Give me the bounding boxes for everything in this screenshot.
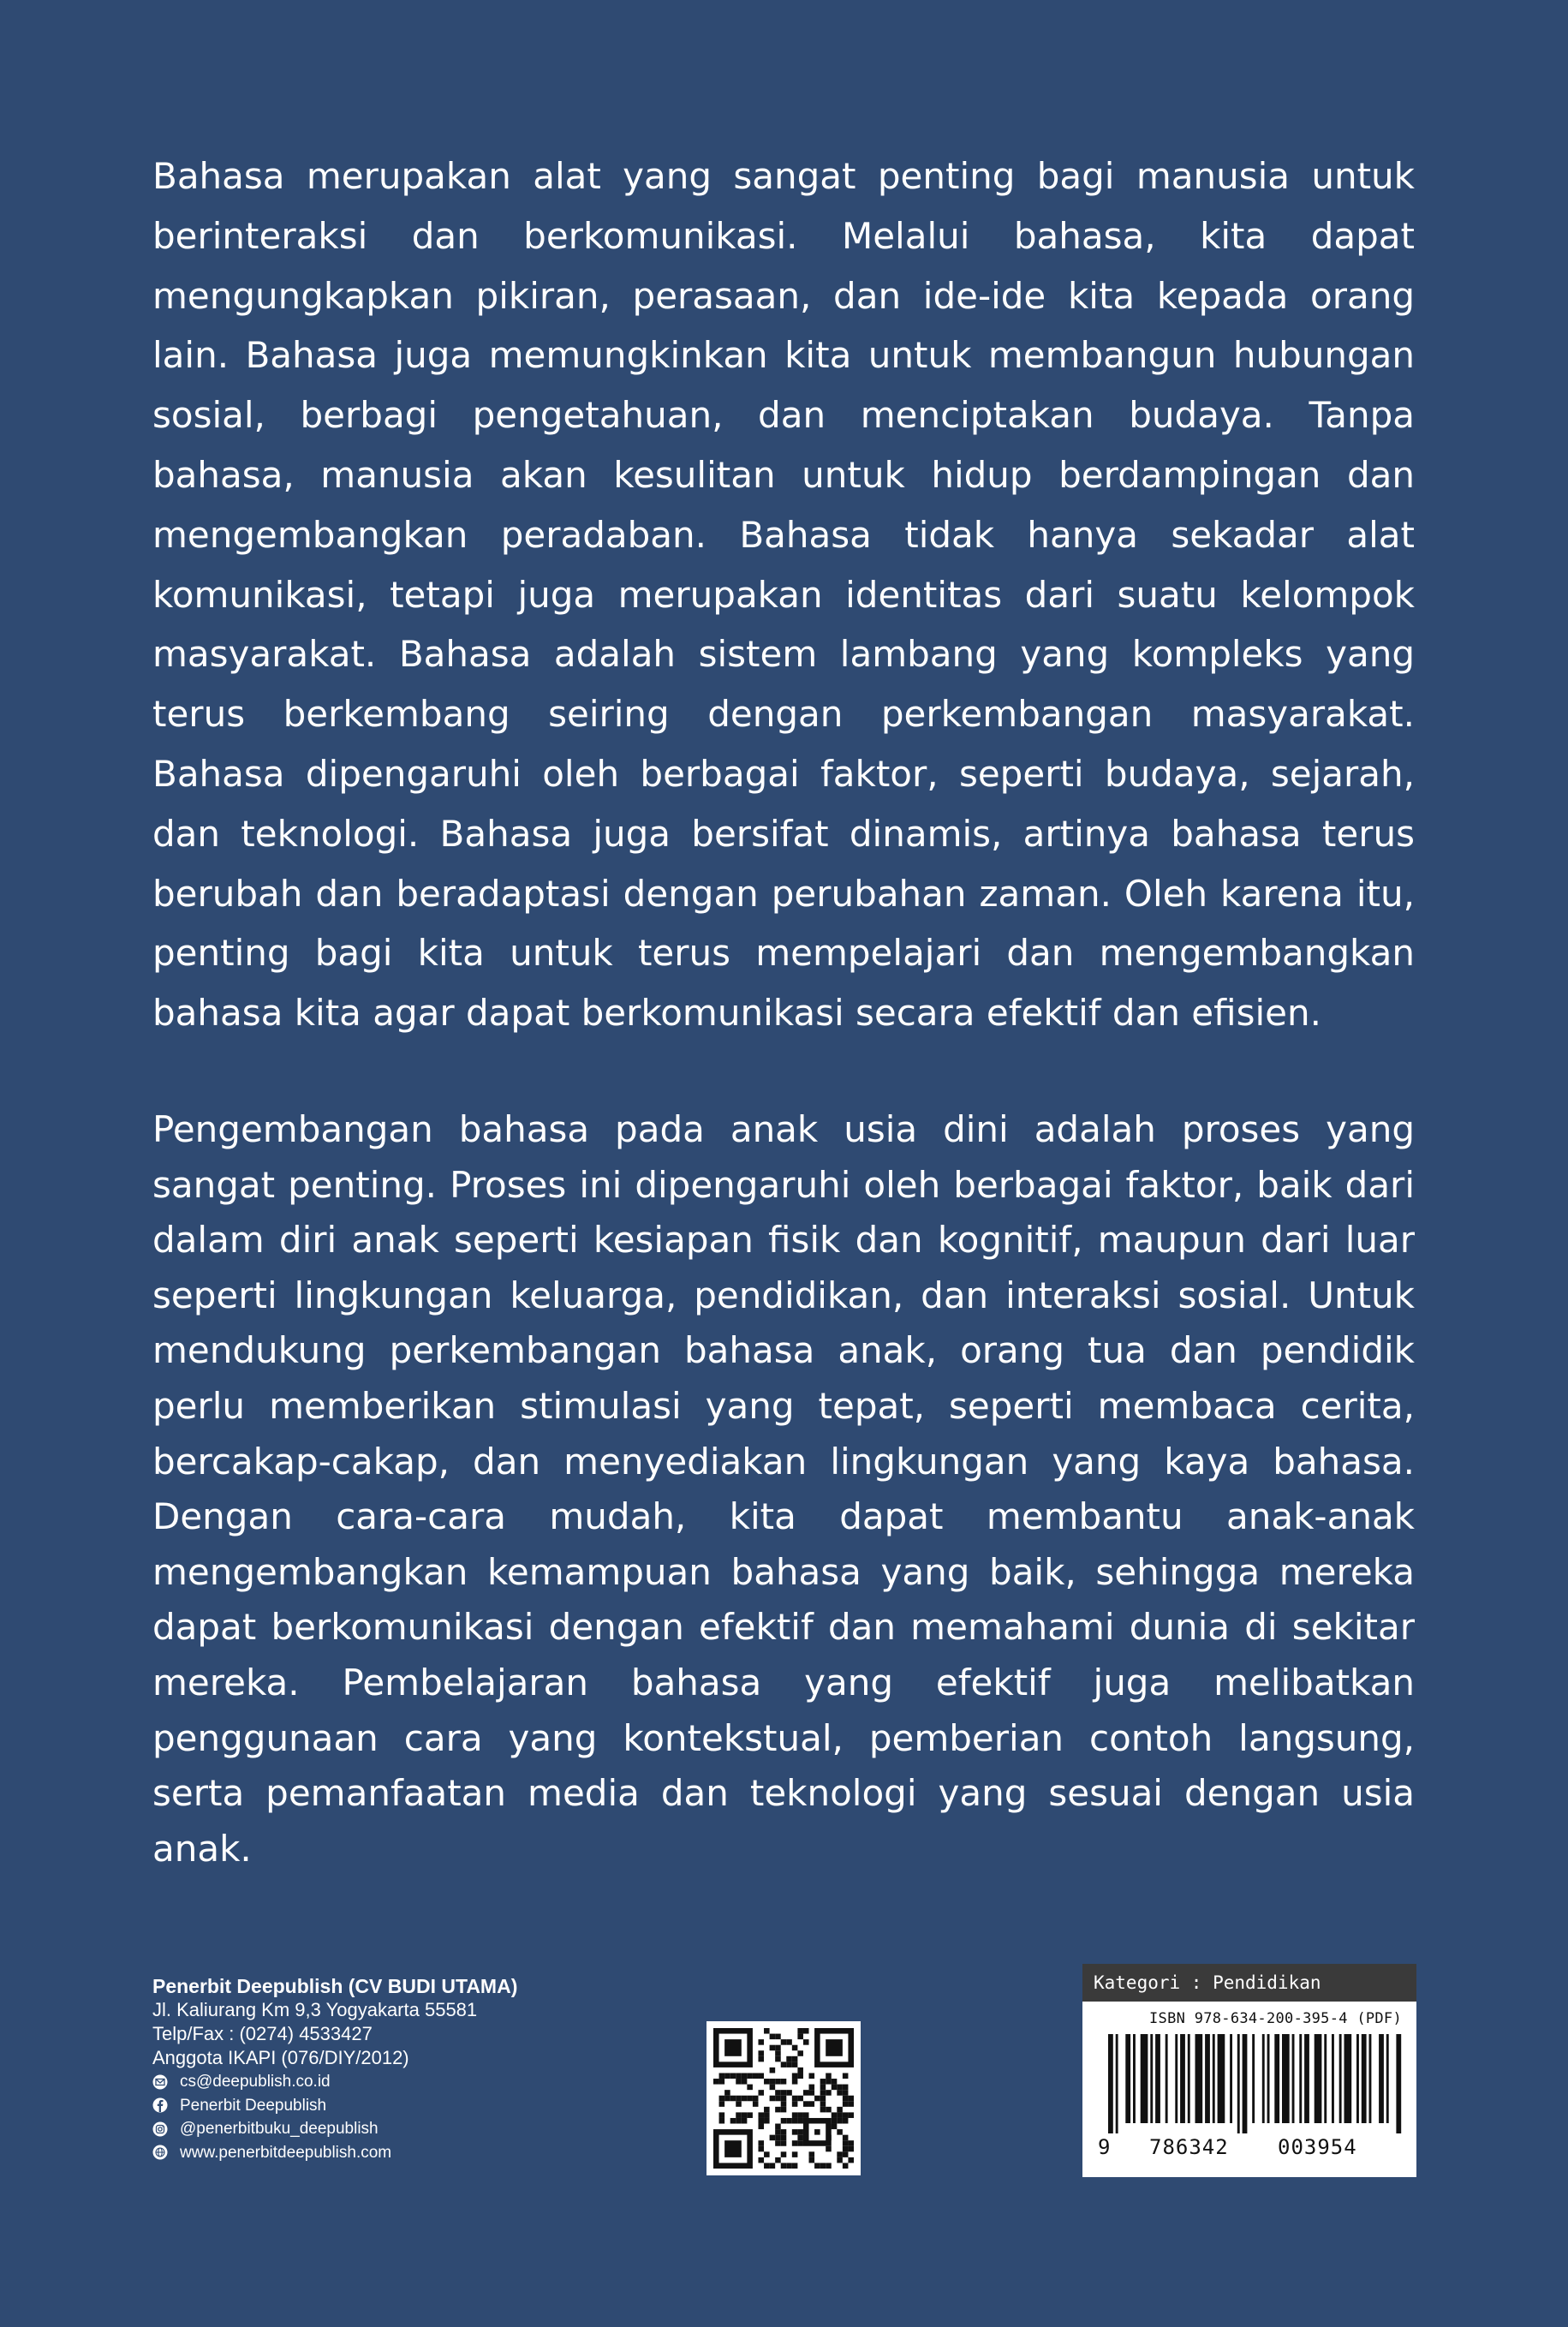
publisher-info: [152, 1974, 632, 2164]
globe-icon: [152, 2145, 168, 2160]
qr-code[interactable]: [706, 2021, 861, 2175]
publisher-name: Penerbit Deepublish (CV BUDI UTAMA): [152, 1975, 518, 1997]
contact-email[interactable]: [152, 2070, 632, 2094]
contact-email-text: cs@deepublish.co.id: [180, 2073, 331, 2091]
contact-website[interactable]: [152, 2141, 632, 2165]
barcode-label: [1082, 1964, 1416, 2177]
publisher-contacts: [152, 2070, 632, 2164]
contact-facebook[interactable]: [152, 2094, 632, 2118]
isbn-text: ISBN 978-634-200-395-4 (PDF): [1149, 2010, 1402, 2027]
contact-website-text: www.penerbitdeepublish.com: [180, 2143, 392, 2162]
email-icon: [152, 2074, 168, 2090]
barcode-digit-first: 9: [1098, 2135, 1111, 2159]
facebook-icon: [152, 2097, 168, 2113]
barcode-digits-group-1: 786342: [1149, 2135, 1229, 2159]
isbn-barcode: [1082, 2034, 1416, 2137]
publisher-phone: Telp/Fax : (0274) 4533427: [152, 2023, 373, 2044]
contact-facebook-text: Penerbit Deepublish: [180, 2096, 327, 2115]
qr-code-graphic: [713, 2028, 854, 2169]
category-label: Kategori : Pendidikan: [1082, 1964, 1416, 2002]
blurb-paragraph-1: Bahasa merupakan alat yang sangat penting bagi manusia untuk berinteraksi dan berkomunikasi. Melalui bahasa, kita dapat mengungkapkan pikiran, perasaan, dan ide-ide kita kepada orang lain. Bahasa juga memungkinkan kita untuk membangun hubungan sosial, berbagi pengetahuan, dan menciptakan budaya. Tanpa bahasa, manusia akan kesulitan untuk hidup berdampingan dan mengembangkan peradaban. Bahasa tidak hanya sekadar alat komunikasi, tetapi juga merupakan identitas dari suatu kelompok masyarakat. Bahasa adalah sistem lambang yang kompleks yang terus berkembang seiring dengan perkembangan masyarakat. Bahasa dipengaruhi oleh berbagai faktor, seperti budaya, sejarah, dan teknologi. Bahasa juga bersifat dinamis, artinya bahasa terus berubah dan beradaptasi dengan perubahan zaman. Oleh karena itu, penting bagi kita untuk terus mempelajari dan mengembangkan bahasa kita agar dapat berkomunikasi secara efektif dan efisien.: [152, 155, 1415, 1035]
contact-instagram[interactable]: [152, 2117, 632, 2141]
publisher-address: Jl. Kaliurang Km 9,3 Yogyakarta 55581: [152, 1999, 478, 2020]
contact-instagram-text: @penerbitbuku_deepublish: [180, 2120, 379, 2138]
publisher-membership: Anggota IKAPI (076/DIY/2012): [152, 2047, 409, 2068]
blurb-paragraph-2: Pengembangan bahasa pada anak usia dini adalah proses yang sangat penting. Proses ini dipengaruhi oleh berbagai faktor, baik dari dalam diri anak seperti kesiapan fisik dan kognitif, maupun dari luar seperti lingkungan keluarga, pendidikan, dan interaksi sosial. Untuk mendukung perkembangan bahasa anak, orang tua dan pendidik perlu memberikan stimulasi yang tepat, seperti membaca cerita, bercakap-cakap, dan menyediakan lingkungan yang kaya bahasa. Dengan cara-cara mudah, kita dapat membantu anak-anak mengembangkan kemampuan bahasa yang baik, sehingga mereka dapat berkomunikasi dengan efektif dan memahami dunia di sekitar mereka. Pembelajaran bahasa yang efektif juga melibatkan penggunaan cara yang kontekstual, pemberian contoh langsung, serta pemanfaatan media dan teknologi yang sesuai dengan usia anak.: [152, 1108, 1415, 1870]
instagram-icon: [152, 2121, 168, 2137]
barcode-digits-group-2: 003954: [1278, 2135, 1357, 2159]
